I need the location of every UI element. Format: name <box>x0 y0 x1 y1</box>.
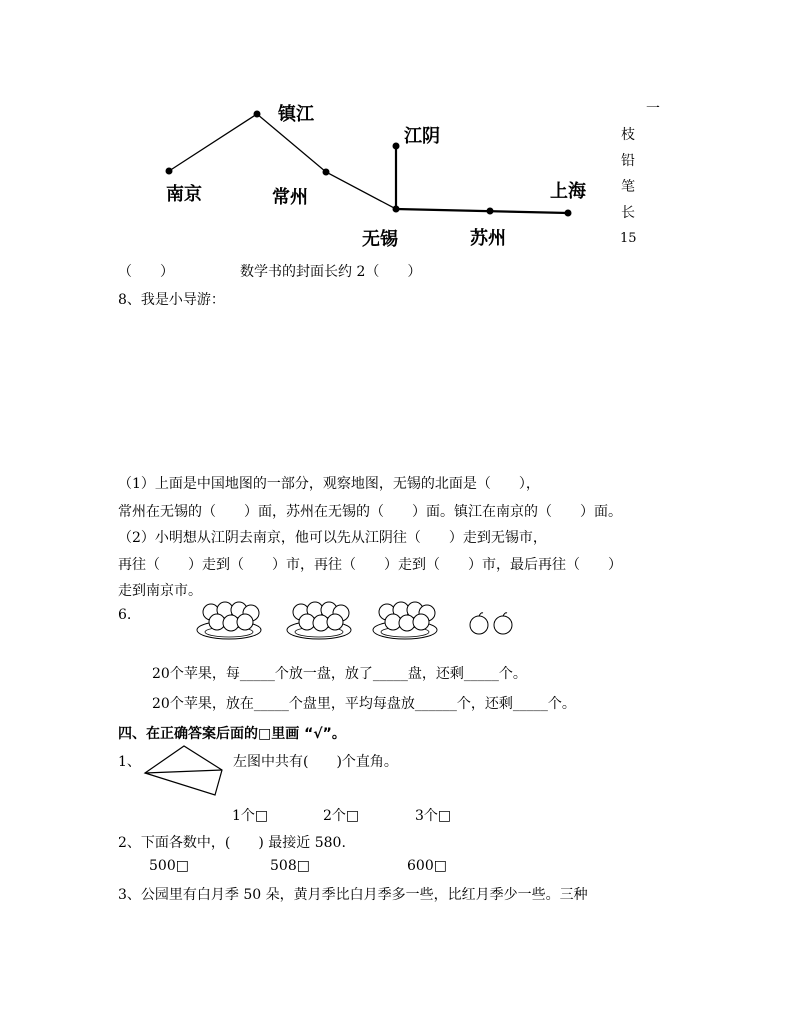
city-label-shanghai: 上海 <box>550 181 586 202</box>
quadrilateral-figure <box>142 742 228 800</box>
map-point-changzhou <box>323 169 330 176</box>
s4-q2-text: 2、下面各数中，( ) 最接近 580. <box>118 835 346 851</box>
side-vertical-text <box>620 96 660 252</box>
city-label-suzhou: 苏州 <box>470 228 506 249</box>
q8-paragraph-4: 再往（ ）走到（ ）市，再往（ ）走到（ ）市，最后再往（ ） <box>118 557 622 573</box>
section4-title: 四、在正确答案后面的□里画 “√”。 <box>118 726 346 742</box>
q8-paragraph-2: 常州在无锡的（ ）面，苏州在无锡的（ ）面。镇江在南京的（ ）面。 <box>118 504 622 520</box>
loose-apples <box>466 610 520 638</box>
side-char: 长 <box>621 205 635 221</box>
apple-plate-3 <box>371 597 439 643</box>
side-char: 笔 <box>621 179 635 195</box>
side-char: 枝 <box>621 127 635 143</box>
q6-line-1: 20个苹果，每_____个放一盘，放了_____盘，还剩_____个。 <box>152 666 527 682</box>
s4-q2-option-1[interactable]: 500□ <box>149 858 189 874</box>
city-label-changzhou: 常州 <box>272 187 308 208</box>
map-point-zhenjiang <box>254 111 261 118</box>
side-char: 一 <box>646 101 660 117</box>
q6-line-2: 20个苹果，放在_____个盘里，平均每盘放______个，还剩_____个。 <box>152 696 576 712</box>
book-length-question: 数学书的封面长约 2（ ） <box>240 264 422 280</box>
city-label-jiangyin: 江阴 <box>404 126 440 147</box>
city-label-zhenjiang: 镇江 <box>278 104 314 125</box>
map-point-jiangyin <box>393 143 400 150</box>
s4-q2-option-3[interactable]: 600□ <box>407 858 447 874</box>
s4-q1-option-1[interactable]: 1个□ <box>232 808 269 824</box>
map-point-wuxi <box>393 206 400 213</box>
map-point-shanghai <box>565 210 572 217</box>
book-left-blank: （ ） <box>118 264 174 280</box>
q8-paragraph-1: （1）上面是中国地图的一部分，观察地图，无锡的北面是（ ）， <box>118 476 540 492</box>
q6-number: 6. <box>118 607 132 623</box>
s4-q2-option-2[interactable]: 508□ <box>270 858 310 874</box>
q8-title: 8、我是小导游： <box>118 292 225 308</box>
s4-q1-number: 1、 <box>118 754 141 770</box>
map-point-suzhou <box>487 208 494 215</box>
s4-q3-text: 3、公园里有白月季 50 朵，黄月季比白月季多一些，比红月季少一些。三种 <box>118 887 588 903</box>
map-diagram <box>0 0 794 260</box>
q8-paragraph-3: （2）小明想从江阴去南京，他可以先从江阴往（ ）走到无锡市， <box>118 530 547 546</box>
s4-q1-option-3[interactable]: 3个□ <box>415 808 452 824</box>
apple-plate-2 <box>285 597 353 643</box>
apple-plate-1 <box>195 597 263 643</box>
city-label-wuxi: 无锡 <box>362 229 398 250</box>
city-label-nanjing: 南京 <box>166 184 202 205</box>
map-point-nanjing <box>166 168 173 175</box>
q8-paragraph-5: 走到南京市。 <box>118 583 202 599</box>
s4-q1-option-2[interactable]: 2个□ <box>323 808 360 824</box>
side-char: 15 <box>620 231 637 246</box>
side-char: 铅 <box>621 153 635 169</box>
s4-q1-text: 左图中共有( )个直角。 <box>233 754 398 770</box>
